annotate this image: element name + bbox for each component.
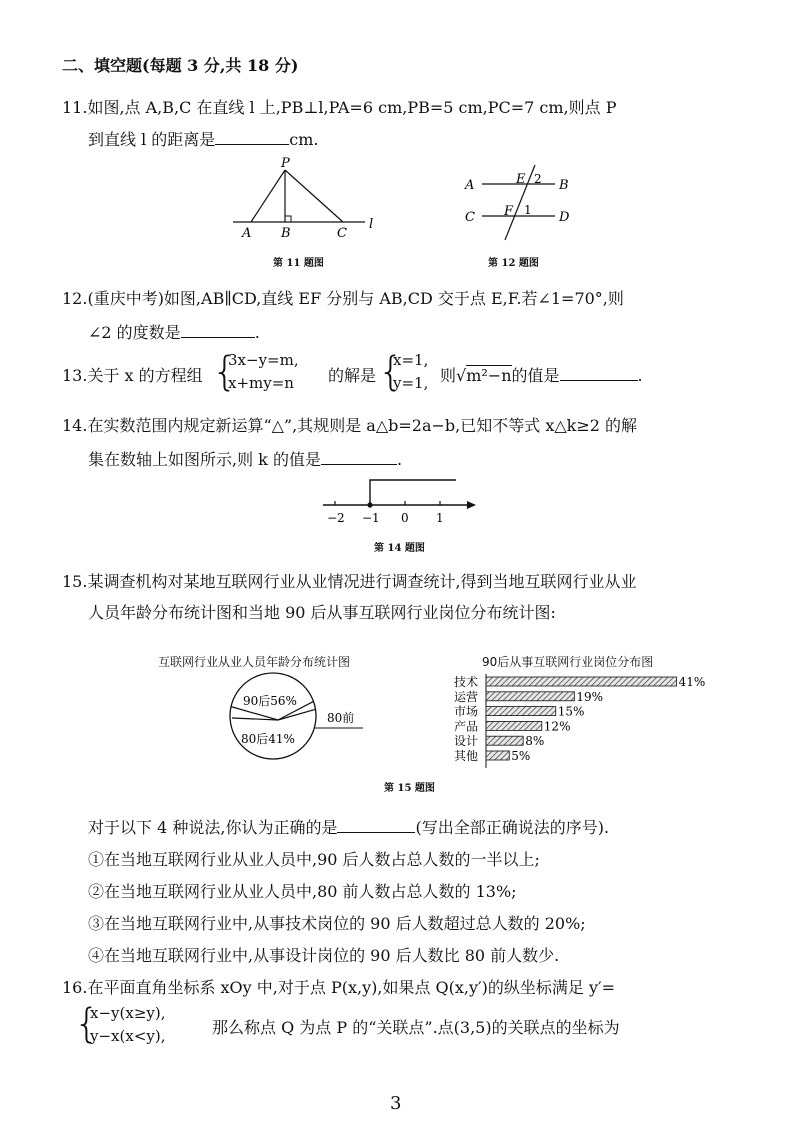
q12-label-E: E xyxy=(516,172,526,187)
bar-value-label: 19% xyxy=(576,689,604,704)
q13-answer-blank[interactable] xyxy=(560,366,638,381)
q14-axis-arrow xyxy=(467,501,476,509)
q12-label-F: F xyxy=(504,204,514,219)
q12-label-D: D xyxy=(559,210,570,225)
q15-option-2: ②在当地互联网行业从业人员中,80 前人数占总人数的 13%; xyxy=(88,882,517,901)
q15-ask-prefix: 对于以下 4 种说法,你认为正确的是 xyxy=(88,818,338,837)
q13-sol2: y=1, xyxy=(393,374,429,392)
q12-caption: 第 12 题图 xyxy=(488,258,539,269)
q11-segment-PC xyxy=(285,170,343,222)
bar-value-label: 41% xyxy=(678,675,706,689)
pie-outline xyxy=(230,673,316,759)
page-number: 3 xyxy=(390,1093,402,1114)
q11-label-B: B xyxy=(281,226,291,241)
bar-1 xyxy=(486,692,574,701)
section-header: 二、填空题(每题 3 分,共 18 分) xyxy=(62,56,299,75)
q13-eq1: 3x−y=m, xyxy=(228,351,299,369)
q12-label-C: C xyxy=(465,210,475,225)
q15-option-4: ④在当地互联网行业中,从事设计岗位的 90 后人数比 80 前人数少. xyxy=(88,946,560,965)
q14-line2-prefix: 集在数轴上如图所示,则 k 的值是 xyxy=(88,450,321,469)
bar-chart-title: 90后从事互联网行业岗位分布图 xyxy=(482,655,654,669)
q13-brace-solution: { xyxy=(378,349,404,395)
q11-label-P: P xyxy=(281,156,290,171)
q15-line2: 人员年龄分布统计图和当地 90 后从事互联网行业岗位分布统计图: xyxy=(88,603,556,622)
q12-angle-2: 2 xyxy=(534,172,542,186)
q14-line1: 14.在实数范围内规定新运算“△”,其规则是 a△b=2a−b,已知不等式 x△k≥2 的解 xyxy=(62,416,638,435)
q12-line2 xyxy=(88,323,260,343)
q16-rest: 那么称点 Q 为点 P 的“关联点”.点(3,5)的关联点的坐标为 xyxy=(212,1018,620,1037)
q11-line2-suffix: cm. xyxy=(289,130,319,149)
q12-label-A: A xyxy=(465,178,475,193)
q13-suffix: 的值是 xyxy=(511,366,560,385)
q14-caption: 第 14 题图 xyxy=(374,543,425,554)
bar-value-label: 5% xyxy=(511,749,531,763)
q13-mid: 的解是 xyxy=(328,366,377,385)
q13-sol1: x=1, xyxy=(393,351,429,369)
bar-value-label: 8% xyxy=(525,734,545,749)
q15-option-3: ③在当地互联网行业中,从事技术岗位的 90 后人数超过总人数的 20%; xyxy=(88,914,586,933)
bar-category-label: 运营 xyxy=(454,689,479,704)
q14-solution-ray xyxy=(370,480,456,505)
bar-category-label: 设计 xyxy=(454,734,479,749)
pie-label-80-before: 80前 xyxy=(327,711,355,725)
q14-line2 xyxy=(88,450,402,470)
q11-label-l: l xyxy=(369,217,374,232)
bar-chart xyxy=(452,672,706,772)
pie-label-80: 80后41% xyxy=(241,732,295,746)
bar-category-label: 产品 xyxy=(454,719,479,734)
q16-brace: { xyxy=(74,1001,100,1047)
q11-line2 xyxy=(88,130,319,150)
pie-chart xyxy=(225,668,365,768)
q12-line1: 12.(重庆中考)如图,AB∥CD,直线 EF 分别与 AB,CD 交于点 E,F.若∠1=70°,则 xyxy=(62,289,624,308)
q13-eq2: x+my=n xyxy=(228,374,294,392)
q14-answer-blank[interactable] xyxy=(321,450,397,465)
q14-tick-0: 0 xyxy=(401,511,409,525)
q14-tick-neg2: −2 xyxy=(327,511,345,525)
q16-case1: x−y(x≥y), xyxy=(90,1004,166,1022)
q15-caption: 第 15 题图 xyxy=(384,783,435,794)
bar-category-label: 其他 xyxy=(454,749,479,763)
q11-right-angle-mark xyxy=(285,216,291,222)
q15-answer-blank[interactable] xyxy=(337,818,415,833)
pie-chart-title: 互联网行业从业人员年龄分布统计图 xyxy=(158,655,351,669)
q14-line2-suffix: . xyxy=(396,450,403,469)
q11-line1: 11.如图,点 A,B,C 在直线 l 上,PB⊥l,PA=6 cm,PB=5 cm,PC=7 cm,则点 P xyxy=(62,98,617,117)
q11-caption: 第 11 题图 xyxy=(273,258,324,269)
q14-tick-neg1: −1 xyxy=(362,511,380,525)
bar-value-label: 12% xyxy=(543,719,571,734)
q13-tail xyxy=(440,366,643,386)
q11-segment-PA xyxy=(251,170,285,222)
q12-line2-prefix: ∠2 的度数是 xyxy=(88,323,181,342)
q13-then: 则 xyxy=(440,366,457,385)
q12-figure xyxy=(460,160,580,245)
q11-line2-prefix: 到直线 l 的距离是 xyxy=(88,130,216,149)
q12-label-B: B xyxy=(559,178,569,193)
bar-2 xyxy=(486,707,556,716)
q11-label-A: A xyxy=(242,226,252,241)
q16-line1: 16.在平面直角坐标系 xOy 中,对于点 P(x,y),如果点 Q(x,y′)的纵坐标满足 y′= xyxy=(62,978,616,997)
bar-0 xyxy=(486,677,677,686)
bar-4 xyxy=(486,736,523,745)
q15-ask xyxy=(88,818,609,838)
q14-tick-1: 1 xyxy=(436,511,444,525)
bar-category-label: 市场 xyxy=(454,704,479,719)
bar-value-label: 15% xyxy=(557,704,585,719)
bar-5 xyxy=(486,751,509,760)
q13-brace-system: { xyxy=(212,349,238,395)
bar-category-label: 技术 xyxy=(454,675,479,689)
q14-solid-point xyxy=(367,502,372,507)
bar-3 xyxy=(486,721,542,730)
q13-sqrt-sign: √ xyxy=(456,366,467,385)
q11-label-C: C xyxy=(337,226,347,241)
q15-line1: 15.某调查机构对某地互联网行业从业情况进行调查统计,得到当地互联网行业从业 xyxy=(62,572,637,591)
q16-case2: y−x(x<y), xyxy=(90,1027,166,1045)
q13-radicand: m²−n xyxy=(466,366,512,385)
q12-line2-suffix: . xyxy=(254,323,260,342)
q12-answer-blank[interactable] xyxy=(181,323,255,338)
pie-label-90: 90后56% xyxy=(243,694,297,708)
q13-prefix: 13.关于 x 的方程组 xyxy=(62,366,203,385)
q12-angle-1: 1 xyxy=(524,203,532,217)
q11-answer-blank[interactable] xyxy=(215,130,289,145)
q15-option-1: ①在当地互联网行业从业人员中,90 后人数占总人数的一半以上; xyxy=(88,850,540,869)
q14-number-line xyxy=(318,472,483,528)
q13-end: . xyxy=(637,366,643,385)
q15-ask-suffix: (写出全部正确说法的序号). xyxy=(415,818,610,837)
q11-figure xyxy=(225,155,385,245)
